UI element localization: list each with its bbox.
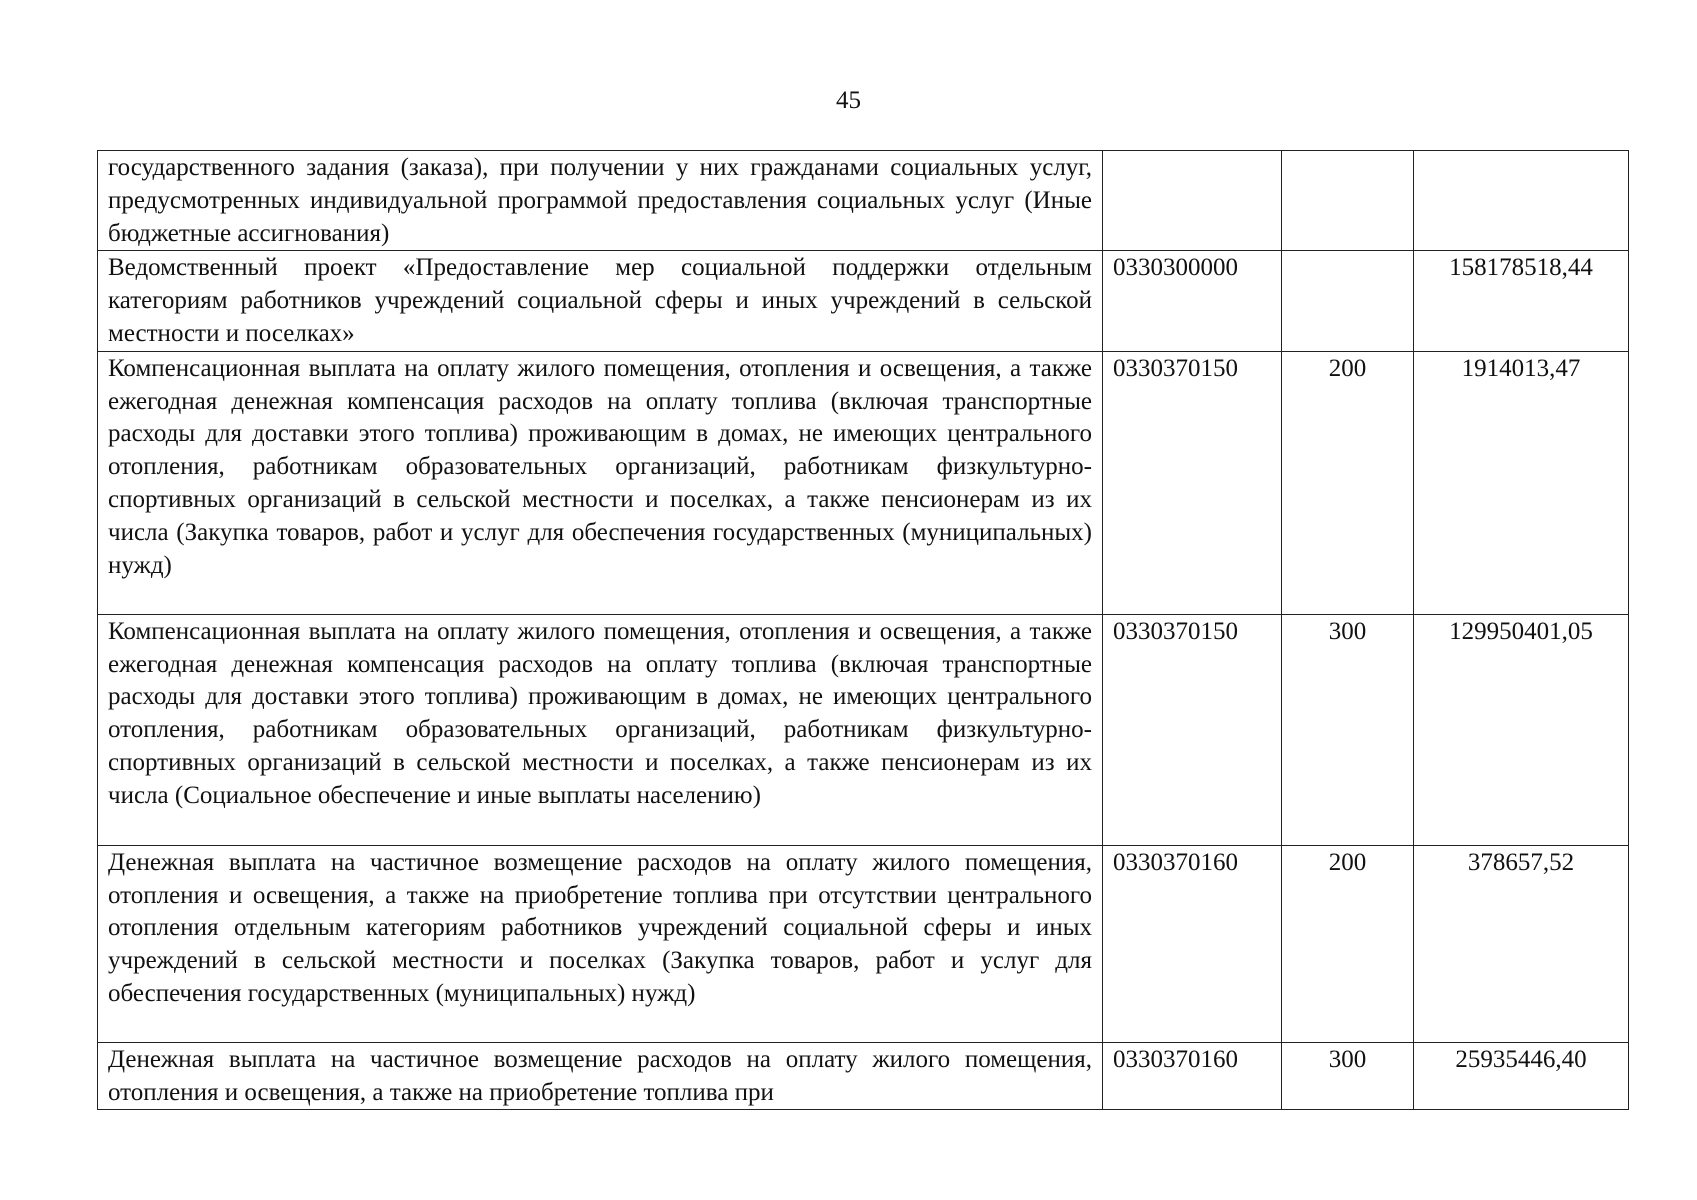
row-target-code: 0330300000 (1103, 251, 1282, 351)
row-target-code (1103, 151, 1282, 251)
row-expense-type: 300 (1282, 614, 1414, 845)
row-target-code: 0330370160 (1103, 845, 1282, 1042)
table-row (98, 1042, 1629, 1110)
row-target-code: 0330370160 (1103, 1042, 1282, 1110)
row-amount: 158178518,44 (1414, 251, 1629, 351)
table-row (98, 614, 1629, 845)
row-description: Денежная выплата на частичное возмещение расходов на оплату жилого помещения, отопления и освещения, а также на приобретение топлива при отсутствии центрального отопления отдельным категориям работников учреждений социальной сферы и иных учреждений в сельской местности и поселках (Закупка товаров, работ и услуг для обеспечения государственных (муниципальных) нужд) (98, 845, 1103, 1042)
row-expense-type: 200 (1282, 351, 1414, 614)
row-expense-type: 200 (1282, 845, 1414, 1042)
table-row (98, 251, 1629, 351)
row-description: Компенсационная выплата на оплату жилого помещения, отопления и освещения, а также ежегодная денежная компенсация расходов на оплату топлива (включая транспортные расходы для доставки этого топлива) проживающим в домах, не имеющих центрального отопления, работникам образовательных организаций, работникам физкультурно-спортивных организаций в сельской местности и поселках, а также пенсионерам из их числа (Социальное обеспечение и иные выплаты населению) (98, 614, 1103, 845)
row-description: государственного задания (заказа), при получении у них гражданами социальных услуг, предусмотренных индивидуальной программой предоставления социальных услуг (Иные бюджетные ассигнования) (98, 151, 1103, 251)
row-expense-type (1282, 251, 1414, 351)
row-amount: 378657,52 (1414, 845, 1629, 1042)
row-expense-type: 300 (1282, 1042, 1414, 1110)
row-target-code: 0330370150 (1103, 351, 1282, 614)
row-expense-type (1282, 151, 1414, 251)
row-amount: 1914013,47 (1414, 351, 1629, 614)
row-target-code: 0330370150 (1103, 614, 1282, 845)
row-description: Денежная выплата на частичное возмещение расходов на оплату жилого помещения, отопления и освещения, а также на приобретение топлива при (98, 1042, 1103, 1110)
row-amount (1414, 151, 1629, 251)
row-description: Компенсационная выплата на оплату жилого помещения, отопления и освещения, а также ежегодная денежная компенсация расходов на оплату топлива (включая транспортные расходы для доставки этого топлива) проживающим в домах, не имеющих центрального отопления, работникам образовательных организаций, работникам физкультурно-спортивных организаций в сельской местности и поселках, а также пенсионерам из их числа (Закупка товаров, работ и услуг для обеспечения государственных (муниципальных) нужд) (98, 351, 1103, 614)
page-number: 45 (836, 87, 861, 114)
row-description: Ведомственный проект «Предоставление мер социальной поддержки отдельным категориям работников учреждений социальной сферы и иных учреждений в сельской местности и поселках» (98, 251, 1103, 351)
budget-table (97, 150, 1629, 1110)
row-amount: 129950401,05 (1414, 614, 1629, 845)
table-row (98, 351, 1629, 614)
table-row (98, 845, 1629, 1042)
row-amount: 25935446,40 (1414, 1042, 1629, 1110)
table-row (98, 151, 1629, 251)
